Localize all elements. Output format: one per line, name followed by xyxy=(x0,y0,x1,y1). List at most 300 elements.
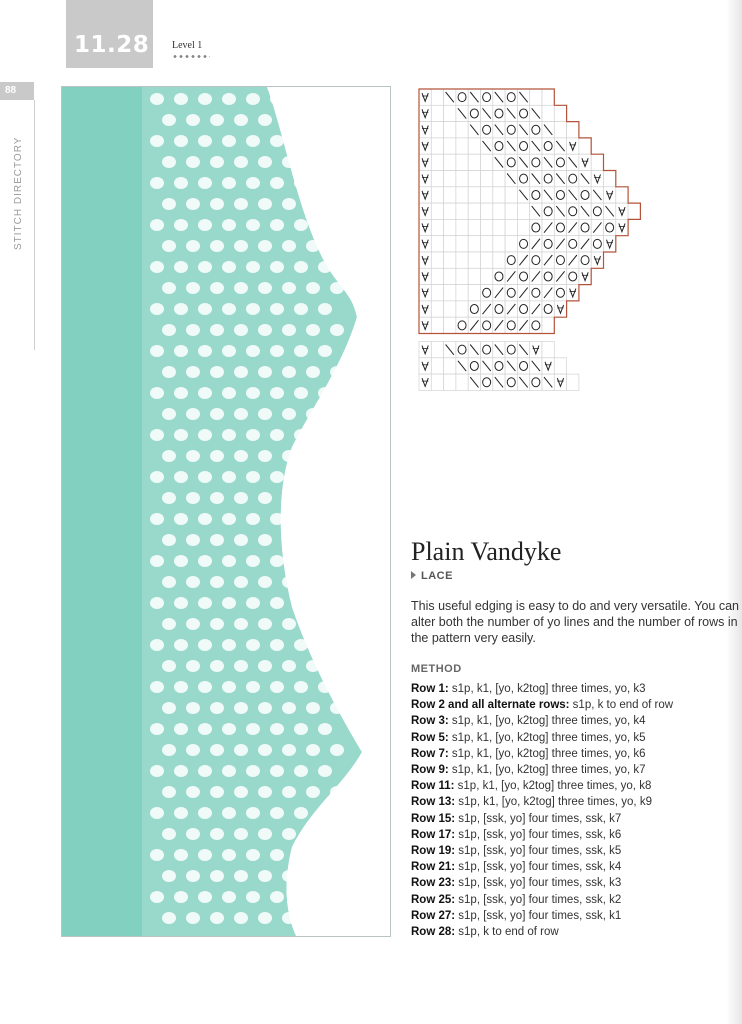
lace-hole xyxy=(150,93,164,105)
chart-cell xyxy=(542,89,554,105)
lace-hole xyxy=(222,681,236,693)
lace-hole xyxy=(270,891,284,903)
lace-hole xyxy=(186,240,200,252)
lace-hole xyxy=(246,303,260,315)
lace-hole xyxy=(222,345,236,357)
lace-hole xyxy=(258,576,272,588)
chart-cell xyxy=(431,268,443,284)
lace-hole xyxy=(174,513,188,525)
lace-hole xyxy=(258,912,272,924)
chart-cell xyxy=(481,268,493,284)
chart-cell xyxy=(456,122,468,138)
lace-hole xyxy=(150,681,164,693)
lace-hole xyxy=(282,408,296,420)
lace-hole xyxy=(222,177,236,189)
chart-cell xyxy=(419,252,431,268)
chart-cell xyxy=(530,342,542,358)
method-row xyxy=(411,794,741,810)
lace-hole xyxy=(162,282,176,294)
chart-cell xyxy=(456,219,468,235)
pattern-description: This useful edging is easy to do and very versatile. You can alter both the number of yo lines and the number of rows in the pattern very easily. xyxy=(411,599,739,645)
lace-hole xyxy=(162,744,176,756)
lace-hole xyxy=(234,576,248,588)
lace-hole xyxy=(210,450,224,462)
chart-cell xyxy=(567,122,579,138)
lace-hole xyxy=(258,408,272,420)
lace-hole xyxy=(330,744,344,756)
lace-hole xyxy=(270,765,284,777)
lace-hole xyxy=(162,492,176,504)
lace-hole xyxy=(222,429,236,441)
method-row xyxy=(411,843,741,859)
chart-cell xyxy=(468,219,480,235)
chart-cell xyxy=(456,203,468,219)
chart-cell xyxy=(419,301,431,317)
lace-hole xyxy=(222,765,236,777)
method-rows xyxy=(411,681,741,940)
lace-hole xyxy=(258,744,272,756)
lace-hole xyxy=(174,891,188,903)
lace-hole xyxy=(186,618,200,630)
lace-hole xyxy=(318,303,332,315)
lace-hole xyxy=(222,303,236,315)
lace-hole xyxy=(246,261,260,273)
row-label: Row 25: xyxy=(411,893,456,906)
lace-hole xyxy=(198,219,212,231)
lace-hole xyxy=(270,597,284,609)
chart-cell xyxy=(554,105,566,121)
chart-cell xyxy=(468,203,480,219)
lace-hole xyxy=(258,660,272,672)
row-instruction: s1p, k1, [yo, k2tog] three times, yo, k7 xyxy=(448,764,646,777)
lace-hole xyxy=(150,177,164,189)
lace-hole xyxy=(282,702,296,714)
lace-hole xyxy=(162,450,176,462)
chart-cell xyxy=(505,187,517,203)
chart-cell xyxy=(419,317,431,333)
chart-cell xyxy=(493,187,505,203)
lace-hole xyxy=(258,492,272,504)
row-label: Row 19: xyxy=(411,845,456,858)
chart-cell xyxy=(530,89,542,105)
lace-hole xyxy=(246,345,260,357)
chart-cell xyxy=(579,154,591,170)
lace-hole xyxy=(294,807,308,819)
chart-cell xyxy=(431,89,443,105)
lace-hole xyxy=(150,135,164,147)
lace-hole xyxy=(162,534,176,546)
lace-hole xyxy=(234,450,248,462)
lace-hole xyxy=(270,681,284,693)
lace-hole xyxy=(150,891,164,903)
method-row xyxy=(411,713,741,729)
lace-hole xyxy=(282,198,296,210)
method-row xyxy=(411,875,741,891)
chart-cell xyxy=(468,268,480,284)
lace-hole xyxy=(270,555,284,567)
chart-cell xyxy=(456,268,468,284)
lace-hole xyxy=(234,618,248,630)
lace-hole xyxy=(150,723,164,735)
lace-hole xyxy=(162,156,176,168)
lace-hole xyxy=(198,555,212,567)
chart-cell xyxy=(616,187,628,203)
lace-photo-drawing xyxy=(62,87,391,937)
chart-cell xyxy=(493,236,505,252)
lace-hole xyxy=(294,345,308,357)
lace-hole xyxy=(162,828,176,840)
pattern-title: Plain Vandyke xyxy=(411,537,562,566)
chart-cell xyxy=(468,285,480,301)
lace-hole xyxy=(198,513,212,525)
lace-hole xyxy=(258,870,272,882)
lace-hole xyxy=(210,282,224,294)
lace-hole xyxy=(222,471,236,483)
chart-cell xyxy=(419,203,431,219)
row-label: Row 7: xyxy=(411,747,449,760)
lace-hole xyxy=(246,471,260,483)
lace-hole xyxy=(162,870,176,882)
lace-hole xyxy=(222,849,236,861)
chart-cell xyxy=(628,203,640,219)
chart-cell xyxy=(431,105,443,121)
lace-hole xyxy=(282,828,296,840)
row-instruction: s1p, k1, [yo, k2tog] three times, yo, k3 xyxy=(448,683,646,695)
lace-hole xyxy=(222,93,236,105)
lace-hole xyxy=(186,870,200,882)
chart-cell xyxy=(444,138,456,154)
row-instruction: s1p, k1, [yo, k2tog] three times, yo, k9 xyxy=(455,796,652,809)
chart-cell xyxy=(444,154,456,170)
lace-hole xyxy=(186,282,200,294)
lace-hole xyxy=(294,387,308,399)
chart-cell xyxy=(431,171,443,187)
lace-hole xyxy=(186,828,200,840)
chart-cell xyxy=(431,203,443,219)
chart-cell xyxy=(431,317,443,333)
lace-hole xyxy=(198,303,212,315)
lace-hole xyxy=(270,807,284,819)
lace-hole xyxy=(162,618,176,630)
chart-cell xyxy=(493,171,505,187)
row-label: Row 27: xyxy=(411,909,456,922)
lace-hole xyxy=(198,597,212,609)
method-row xyxy=(411,924,741,940)
lace-hole xyxy=(222,639,236,651)
lace-hole xyxy=(198,849,212,861)
lace-hole xyxy=(210,366,224,378)
lace-hole xyxy=(246,387,260,399)
chart-cell xyxy=(481,219,493,235)
row-label: Row 9: xyxy=(411,764,449,777)
chart-cell xyxy=(444,203,456,219)
lace-hole xyxy=(222,135,236,147)
knitting-chart xyxy=(418,88,648,520)
lace-hole xyxy=(246,807,260,819)
lace-hole xyxy=(246,555,260,567)
lace-hole xyxy=(222,261,236,273)
chart-cell xyxy=(419,236,431,252)
lace-hole xyxy=(198,765,212,777)
lace-hole xyxy=(210,912,224,924)
chart-cell xyxy=(419,89,431,105)
lace-hole xyxy=(234,366,248,378)
lace-hole xyxy=(306,786,320,798)
lace-hole xyxy=(174,429,188,441)
lace-hole xyxy=(210,576,224,588)
stitch-number: 11.28 xyxy=(74,32,150,58)
row-instruction: s1p, k1, [yo, k2tog] three times, yo, k4 xyxy=(448,715,646,728)
lace-hole xyxy=(174,219,188,231)
chart-cell xyxy=(444,285,456,301)
lace-hole xyxy=(186,576,200,588)
lace-hole xyxy=(270,345,284,357)
lace-hole xyxy=(162,198,176,210)
chart-cell xyxy=(567,285,579,301)
chart-cell xyxy=(419,122,431,138)
method-row xyxy=(411,827,741,843)
lace-hole xyxy=(222,387,236,399)
lace-hole xyxy=(270,303,284,315)
lace-hole xyxy=(246,93,260,105)
chart-cell xyxy=(456,236,468,252)
lace-hole xyxy=(306,324,320,336)
lace-hole xyxy=(186,912,200,924)
chart-cell xyxy=(468,138,480,154)
chart-cell xyxy=(431,342,443,358)
chart-cell xyxy=(579,138,591,154)
lace-hole xyxy=(234,156,248,168)
row-instruction: s1p, k1, [yo, k2tog] three times, yo, k6 xyxy=(448,747,646,760)
chart-cell xyxy=(444,219,456,235)
method-row xyxy=(411,778,741,794)
lace-hole xyxy=(198,261,212,273)
chart-cell xyxy=(505,219,517,235)
chart-cell xyxy=(604,187,616,203)
chart-cell xyxy=(431,236,443,252)
lace-hole xyxy=(210,786,224,798)
lace-hole xyxy=(258,156,272,168)
row-label: Row 2 and all alternate rows: xyxy=(411,699,570,712)
lace-hole xyxy=(174,93,188,105)
chart-cell xyxy=(604,171,616,187)
garter-band xyxy=(62,87,142,937)
lace-hole xyxy=(198,387,212,399)
lace-hole xyxy=(246,513,260,525)
lace-hole xyxy=(270,723,284,735)
lace-hole xyxy=(198,93,212,105)
triangle-bullet-icon xyxy=(411,571,416,579)
chart-cell xyxy=(481,154,493,170)
lace-hole xyxy=(246,765,260,777)
lace-hole xyxy=(306,702,320,714)
chart-cell xyxy=(456,252,468,268)
chart-cell xyxy=(456,374,468,390)
row-instruction: s1p, [ssk, yo] four times, ssk, k3 xyxy=(455,877,622,890)
row-instruction: s1p, k to end of row xyxy=(455,926,559,939)
chart-cell xyxy=(419,105,431,121)
lace-hole xyxy=(186,786,200,798)
lace-hole xyxy=(234,114,248,126)
lace-hole xyxy=(282,324,296,336)
lace-hole xyxy=(258,240,272,252)
chart-cell xyxy=(481,187,493,203)
lace-hole xyxy=(198,639,212,651)
lace-hole xyxy=(270,849,284,861)
lace-hole xyxy=(282,660,296,672)
lace-hole xyxy=(246,177,260,189)
lace-hole xyxy=(186,366,200,378)
lace-hole xyxy=(318,345,332,357)
lace-hole xyxy=(294,261,308,273)
lace-hole xyxy=(234,744,248,756)
chart-cell xyxy=(419,171,431,187)
chart-cell xyxy=(554,374,566,390)
lace-hole xyxy=(270,219,284,231)
lace-hole xyxy=(174,303,188,315)
method-row xyxy=(411,811,741,827)
chart-cell xyxy=(567,374,579,390)
chart-cell xyxy=(419,358,431,374)
chart-cell xyxy=(419,138,431,154)
chart-cell xyxy=(493,219,505,235)
row-instruction: s1p, [ssk, yo] four times, ssk, k4 xyxy=(455,861,622,874)
chart-cell xyxy=(542,105,554,121)
chart-cell xyxy=(444,252,456,268)
lace-hole xyxy=(198,135,212,147)
chart-cell xyxy=(444,171,456,187)
lace-hole xyxy=(234,282,248,294)
lace-hole xyxy=(210,534,224,546)
lace-hole xyxy=(270,177,284,189)
chart-cell xyxy=(431,252,443,268)
lace-hole xyxy=(150,807,164,819)
lace-hole xyxy=(234,198,248,210)
chart-cell xyxy=(554,122,566,138)
chart-cell xyxy=(444,374,456,390)
lace-hole xyxy=(210,198,224,210)
lace-hole xyxy=(150,219,164,231)
chart-cell xyxy=(591,154,603,170)
chart-cell xyxy=(456,285,468,301)
lace-hole xyxy=(210,492,224,504)
lace-hole xyxy=(186,198,200,210)
lace-hole xyxy=(162,912,176,924)
lace-hole xyxy=(174,723,188,735)
chart-cell xyxy=(604,236,616,252)
chart-cell xyxy=(444,268,456,284)
lace-hole xyxy=(174,261,188,273)
lace-hole xyxy=(282,366,296,378)
lace-hole xyxy=(150,387,164,399)
chart-cell xyxy=(444,236,456,252)
lace-hole xyxy=(282,282,296,294)
lace-hole xyxy=(210,702,224,714)
lace-hole xyxy=(198,471,212,483)
lace-hole xyxy=(270,135,284,147)
lace-hole xyxy=(234,240,248,252)
lace-hole xyxy=(234,660,248,672)
lace-hole xyxy=(186,324,200,336)
lace-hole xyxy=(210,240,224,252)
lace-hole xyxy=(234,786,248,798)
lace-hole xyxy=(186,156,200,168)
lace-hole xyxy=(270,387,284,399)
lace-hole xyxy=(258,450,272,462)
stitch-number-tab xyxy=(66,0,153,68)
chart-cell xyxy=(481,252,493,268)
lace-hole xyxy=(174,849,188,861)
lace-hole xyxy=(186,534,200,546)
chart-cell xyxy=(444,317,456,333)
lace-hole xyxy=(246,891,260,903)
lace-hole xyxy=(150,303,164,315)
row-label: Row 28: xyxy=(411,926,456,939)
lace-hole xyxy=(150,597,164,609)
lace-hole xyxy=(306,744,320,756)
lace-hole xyxy=(246,639,260,651)
row-instruction: s1p, [ssk, yo] four times, ssk, k5 xyxy=(455,845,622,858)
chart-cell xyxy=(616,203,628,219)
row-label: Row 13: xyxy=(411,796,456,809)
chart-cell xyxy=(419,268,431,284)
lace-hole xyxy=(162,366,176,378)
lace-hole xyxy=(186,702,200,714)
chart-cell xyxy=(468,154,480,170)
lace-hole xyxy=(222,513,236,525)
lace-hole xyxy=(222,891,236,903)
lace-hole xyxy=(174,807,188,819)
lace-hole xyxy=(234,702,248,714)
lace-hole xyxy=(162,702,176,714)
lace-hole xyxy=(270,429,284,441)
chart-cell xyxy=(431,154,443,170)
lace-hole xyxy=(246,135,260,147)
lace-hole xyxy=(150,345,164,357)
chart-cell xyxy=(419,187,431,203)
lace-hole xyxy=(258,366,272,378)
lace-hole xyxy=(150,261,164,273)
lace-hole xyxy=(162,786,176,798)
method-row xyxy=(411,730,741,746)
lace-hole xyxy=(270,639,284,651)
lace-hole xyxy=(294,219,308,231)
lace-hole xyxy=(258,786,272,798)
chart-cell xyxy=(481,236,493,252)
lace-hole xyxy=(210,408,224,420)
chart-cell xyxy=(456,187,468,203)
chart-cell xyxy=(444,358,456,374)
chart-cell xyxy=(554,301,566,317)
chart-cell xyxy=(468,171,480,187)
lace-hole xyxy=(282,786,296,798)
chart-cell xyxy=(431,122,443,138)
lace-hole xyxy=(246,849,260,861)
lace-hole xyxy=(186,660,200,672)
method-row xyxy=(411,908,741,924)
lace-hole xyxy=(246,597,260,609)
level-dots xyxy=(172,55,210,58)
chart-cell xyxy=(431,138,443,154)
sidebar-divider xyxy=(34,100,35,350)
lace-hole xyxy=(294,681,308,693)
lace-hole xyxy=(198,429,212,441)
lace-hole xyxy=(186,744,200,756)
lace-hole xyxy=(222,723,236,735)
row-label: Row 23: xyxy=(411,877,456,890)
lace-hole xyxy=(222,555,236,567)
chart-cell xyxy=(517,203,529,219)
